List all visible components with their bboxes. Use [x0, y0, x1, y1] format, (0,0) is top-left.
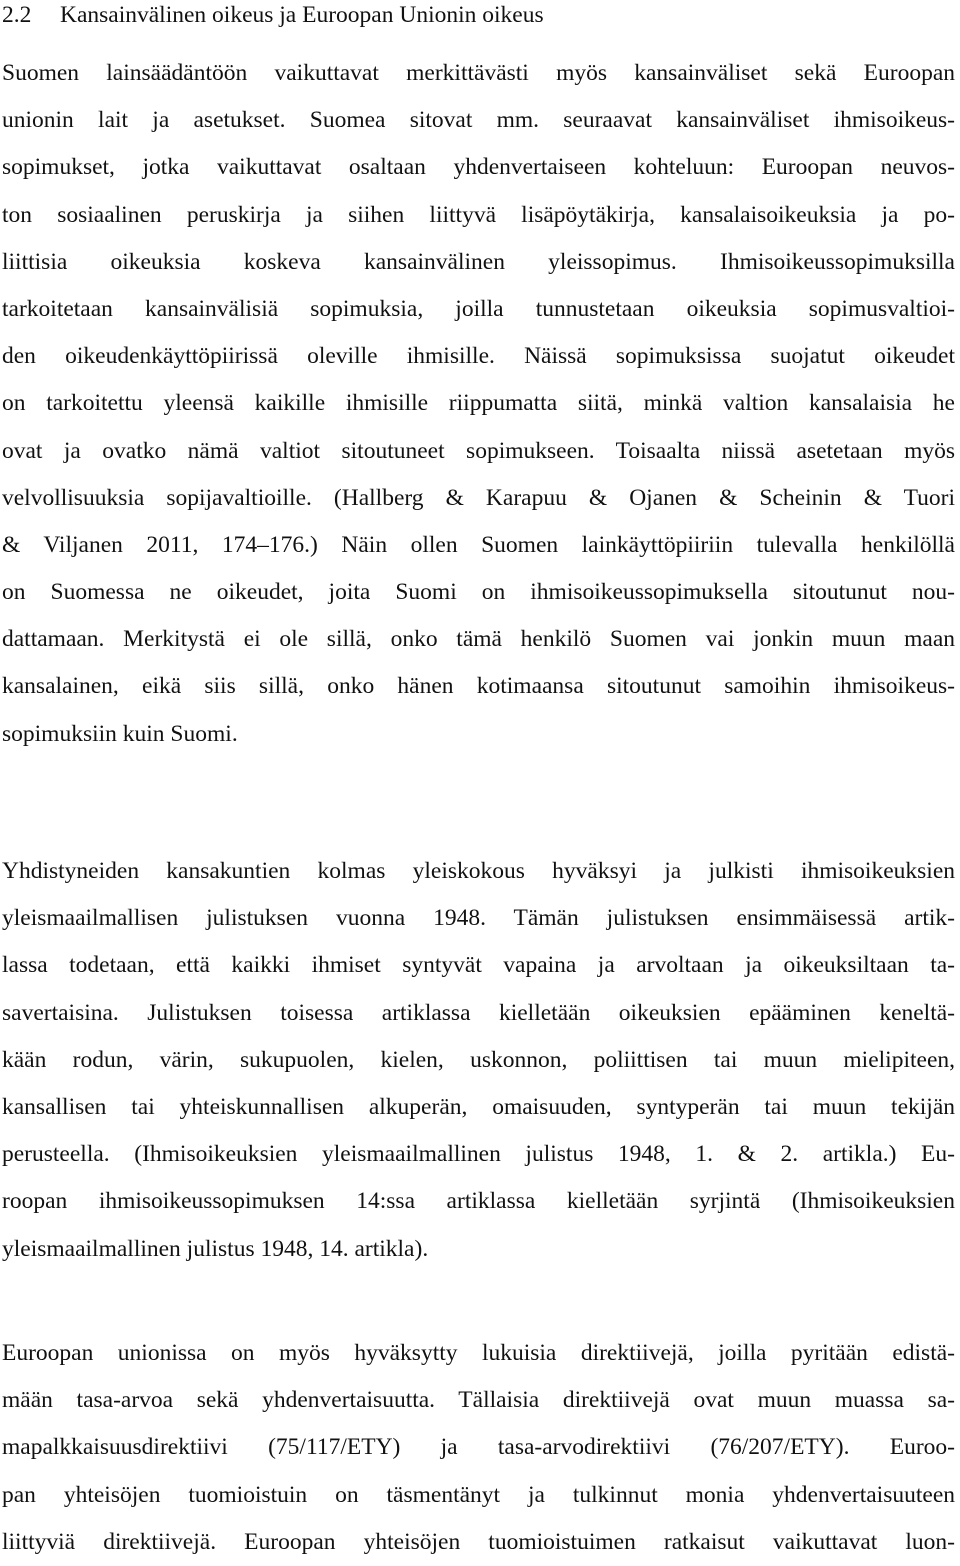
paragraph-1: [2, 50, 955, 758]
paragraph-line: on tarkoitettu yleensä kaikille ihmisille riippumatta siitä, minkä valtion kansalaisia he: [2, 390, 955, 417]
paragraph-line: kään rodun, värin, sukupuolen, kielen, uskonnon, poliittisen tai muun mielipiteen,: [2, 1046, 955, 1073]
paragraph-line: lassa todetaan, että kaikki ihmiset syntyvät vapaina ja arvoltaan ja oikeuksiltaan ta-: [2, 952, 955, 979]
paragraph-line: mään tasa-arvoa sekä yhdenvertaisuutta. Tällaisia direktiivejä ovat muun muassa sa-: [2, 1387, 955, 1414]
paragraph-line: perusteella. (Ihmisoikeuksien yleismaailmallinen julistus 1948, 1. & 2. artikla.) Eu-: [2, 1141, 955, 1168]
paragraph-line: liittyviä direktiivejä. Euroopan yhteisöjen tuomioistuimen ratkaisut vaikuttavat luon-: [2, 1528, 955, 1555]
paragraph-line: mapalkkaisuusdirektiivi (75/117/ETY) ja tasa-arvodirektiivi (76/207/ETY). Euroo-: [2, 1434, 955, 1461]
paragraph-line: unionin lait ja asetukset. Suomea sitovat mm. seuraavat kansainväliset ihmisoikeus-: [2, 107, 955, 134]
paragraph-line: savertaisina. Julistuksen toisessa artiklassa kielletään oikeuksien epääminen keneltä-: [2, 999, 955, 1026]
paragraph-line: ton sosiaalinen peruskirja ja siihen liittyvä lisäpöytäkirja, kansalaisoikeuksia ja po-: [2, 201, 955, 228]
paragraph-line: Euroopan unionissa on myös hyväksytty lukuisia direktiivejä, joilla pyritään edistä-: [2, 1340, 955, 1366]
paragraph-line: Yhdistyneiden kansakuntien kolmas yleiskokous hyväksyi ja julkisti ihmisoikeuksien: [2, 858, 955, 884]
paragraph-line: kansalainen, eikä siis sillä, onko hänen kotimaansa sitoutunut samoihin ihmisoikeus-: [2, 673, 955, 700]
paragraph-line: velvollisuuksia sopijavaltioille. (Hallberg & Karapuu & Ojanen & Scheinin & Tuori: [2, 484, 955, 511]
paragraph-line: tarkoitetaan kansainvälisiä sopimuksia, joilla tunnustetaan oikeuksia sopimusvaltioi-: [2, 295, 955, 322]
paragraph-line: Suomen lainsäädäntöön vaikuttavat merkittävästi myös kansainväliset sekä Euroopan: [2, 60, 955, 86]
paragraph-3: [2, 1330, 955, 1566]
section-heading: [2, 0, 544, 30]
paragraph-line: on Suomessa ne oikeudet, joita Suomi on ihmisoikeussopimuksella sitoutunut nou-: [2, 579, 955, 606]
paragraph-line: yleismaailmallinen julistus 1948, 14. artikla).: [2, 1235, 429, 1262]
paragraph-line: sopimukset, jotka vaikuttavat osaltaan yhdenvertaiseen kohteluun: Euroopan neuvos-: [2, 154, 955, 181]
paragraph-line: kansallisen tai yhteiskunnallisen alkuperän, omaisuuden, syntyperän tai muun tekijän: [2, 1093, 955, 1120]
paragraph-line: den oikeudenkäyttöpiirissä oleville ihmisille. Näissä sopimuksissa suojatut oikeudet: [2, 343, 955, 370]
section-title: Kansainvälinen oikeus ja Euroopan Unionin oikeus: [60, 2, 544, 28]
paragraph-line: liittisia oikeuksia koskeva kansainvälinen yleissopimus. Ihmisoikeussopimuksilla: [2, 248, 955, 275]
paragraph-line: roopan ihmisoikeussopimuksen 14:ssa artiklassa kielletään syrjintä (Ihmisoikeuksien: [2, 1188, 955, 1215]
paragraph-2: [2, 848, 955, 1273]
paragraph-line: & Viljanen 2011, 174–176.) Näin ollen Suomen lainkäyttöpiiriin tulevalla henkilöllä: [2, 531, 955, 558]
paragraph-line: sopimuksiin kuin Suomi.: [2, 720, 238, 747]
paragraph-line: pan yhteisöjen tuomioistuin on täsmentänyt ja tulkinnut monia yhdenvertaisuuteen: [2, 1481, 955, 1508]
paragraph-line: ovat ja ovatko nämä valtiot sitoutuneet sopimukseen. Toisaalta niissä asetetaan myös: [2, 437, 955, 464]
paragraph-line: dattamaan. Merkitystä ei ole sillä, onko tämä henkilö Suomen vai jonkin muun maan: [2, 626, 955, 653]
paragraph-line: yleismaailmallisen julistuksen vuonna 1948. Tämän julistuksen ensimmäisessä artik-: [2, 905, 955, 932]
section-number: 2.2: [2, 2, 32, 28]
